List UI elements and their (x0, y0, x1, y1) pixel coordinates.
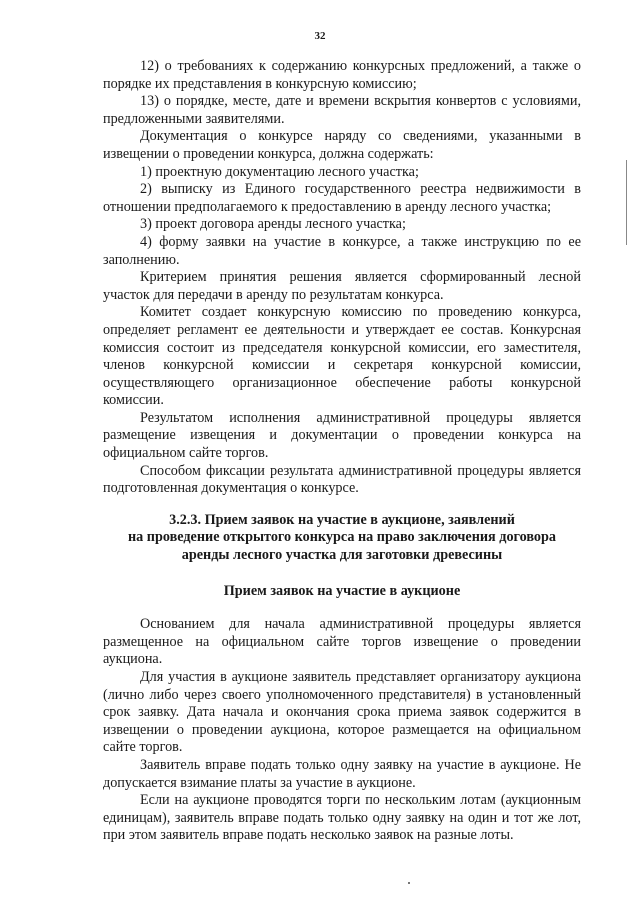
paragraph-single-application: Заявитель вправе подать только одну заявку на участие в аукционе. Не допускается взимание платы за участие в аукционе. (103, 756, 581, 791)
paragraph-result: Результатом исполнения административной процедуры является размещение извещения и документации о проведении конкурса на официальном сайте торгов. (103, 409, 581, 462)
page-number: 32 (314, 30, 326, 42)
list-item-1: 1) проектную документацию лесного участка; (140, 163, 419, 180)
list-item-4: 4) форму заявки на участие в конкурсе, а также инструкцию по ее заполнению. (103, 233, 581, 268)
paragraph-fixation: Способом фиксации результата административной процедуры является подготовленная документация о конкурсе. (103, 462, 581, 497)
list-item-3: 3) проект договора аренды лесного участка; (140, 216, 406, 233)
section-heading-line-2: на проведение открытого конкурса на право заключения договора (127, 529, 557, 546)
paragraph-participation: Для участия в аукционе заявитель представляет организатору аукциона (лично либо через своего уполномоченного представителя) в установленный срок заявку. Дата начала и окончания срока приема заявок содержится в извещении о проведении аукциона, которое размещается на официальном сайте торгов. (103, 669, 581, 756)
paragraph-documentation-intro: Документация о конкурсе наряду со сведениями, указанными в извещении о проведении конкурса, должна содержать: (103, 128, 581, 162)
paragraph-item-13: 13) о порядке, месте, дате и времени вскрытия конвертов с условиями, предложенными заявителями. (103, 93, 581, 127)
scan-dot (408, 882, 410, 884)
paragraph-item-12: 12) о требованиях к содержанию конкурсных предложений, а также о порядке их представления в конкурсную комиссию; (103, 58, 581, 92)
section-heading-line-3: аренды лесного участка для заготовки древесины (181, 547, 503, 564)
paragraph-lots: Если на аукционе проводятся торги по нескольким лотам (аукционным единицам), заявитель вправе подать только одну заявку на один и тот же лот, при этом заявитель вправе подать несколько заявок на разные лоты. (103, 792, 581, 844)
margin-mark (626, 160, 627, 245)
section-heading (103, 512, 581, 565)
paragraph-criterion: Критерием принятия решения является сформированный лесной участок для передачи в аренду по результатам конкурса. (103, 269, 581, 303)
subheading: Прием заявок на участие в аукционе (223, 582, 461, 599)
document-body (103, 58, 581, 845)
section-heading-line-1: 3.2.3. Прием заявок на участие в аукционе, заявлений (169, 511, 515, 528)
paragraph-basis: Основанием для начала административной процедуры является размещенное на официальном сайте торгов извещение о проведении аукциона. (103, 616, 581, 668)
paragraph-committee: Комитет создает конкурсную комиссию по проведению конкурса, определяет регламент ее деятельности и утверждает ее состав. Конкурсная комиссия состоит из председателя конкурсной комиссии, его заместителя, членов конкурсной комиссии и секретаря конкурсной комиссии, осуществляющего организационное обеспечение работы конкурсной комиссии. (103, 304, 581, 409)
list-item-2: 2) выписку из Единого государственного реестра недвижимости в отношении предполагаемого к предоставлению в аренду лесного участка; (103, 181, 581, 215)
